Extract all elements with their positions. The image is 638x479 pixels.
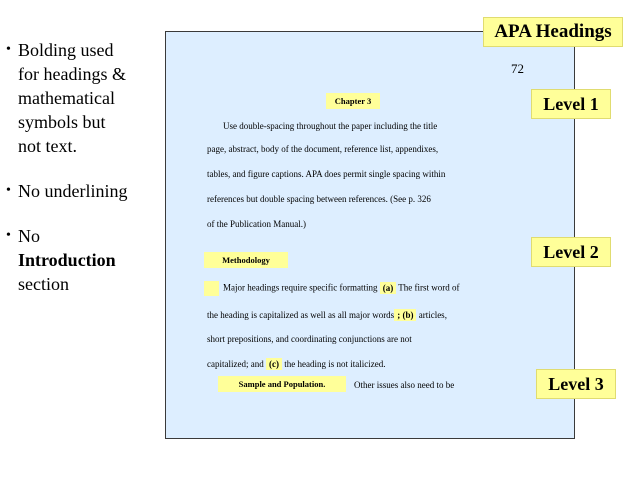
body-text: articles,	[416, 310, 447, 320]
body-line: page, abstract, body of the document, reference list, appendixes,	[207, 144, 439, 154]
bullet-text: for headings &	[18, 64, 126, 84]
body-line: Use double-spacing throughout the paper including the title	[223, 121, 438, 131]
level-1-label: Level 1	[531, 89, 611, 119]
level-3-label: Level 3	[536, 369, 616, 399]
bullet-text: No	[18, 226, 40, 246]
bullet-underlining	[4, 179, 162, 203]
body-line	[207, 358, 385, 370]
chapter-heading: Chapter 3	[326, 93, 380, 109]
bullet-text: No underlining	[18, 181, 128, 201]
body-text: Major headings require specific formatting	[223, 282, 380, 293]
bullet-bold-text: Introduction	[18, 250, 116, 270]
body-text: The first word of	[396, 282, 460, 293]
body-line: tables, and figure captions. APA does permit single spacing within	[207, 169, 446, 179]
bullet-text: not text.	[18, 136, 77, 156]
marker-a: (a)	[380, 282, 397, 294]
body-line: of the Publication Manual.)	[207, 219, 306, 229]
document-page	[165, 31, 575, 439]
methodology-heading: Methodology	[204, 252, 288, 268]
bullet-dot-icon: •	[6, 228, 11, 243]
body-text: capitalized; and	[207, 359, 266, 369]
bullet-bolding	[4, 38, 162, 158]
bullet-introduction	[4, 224, 162, 296]
bullet-text: Bolding used	[18, 40, 114, 60]
bullet-list	[4, 38, 162, 317]
bullet-text: section	[18, 274, 69, 294]
bullet-dot-icon: •	[6, 42, 11, 57]
apa-headings-title: APA Headings	[483, 17, 623, 47]
marker-c: (c)	[266, 358, 282, 370]
page-number: 72	[511, 61, 524, 76]
body-line	[207, 309, 447, 321]
body-line: references but double spacing between references. (See p. 326	[207, 194, 431, 204]
body-text: the heading is not italicized.	[281, 359, 386, 369]
bullet-text: symbols but	[18, 112, 106, 132]
marker-b: ; (b)	[394, 309, 416, 321]
body-line: short prepositions, and coordinating conjunctions are not	[207, 334, 412, 344]
indent-marker	[204, 281, 219, 296]
bullet-dot-icon: •	[6, 183, 11, 198]
bullet-text: mathematical	[18, 88, 115, 108]
level-2-label: Level 2	[531, 237, 611, 267]
body-line	[204, 281, 460, 296]
sample-heading: Sample and Population.	[218, 376, 346, 392]
body-text: the heading is capitalized as well as all major words	[207, 310, 395, 320]
body-line: Other issues also need to be	[354, 380, 455, 390]
